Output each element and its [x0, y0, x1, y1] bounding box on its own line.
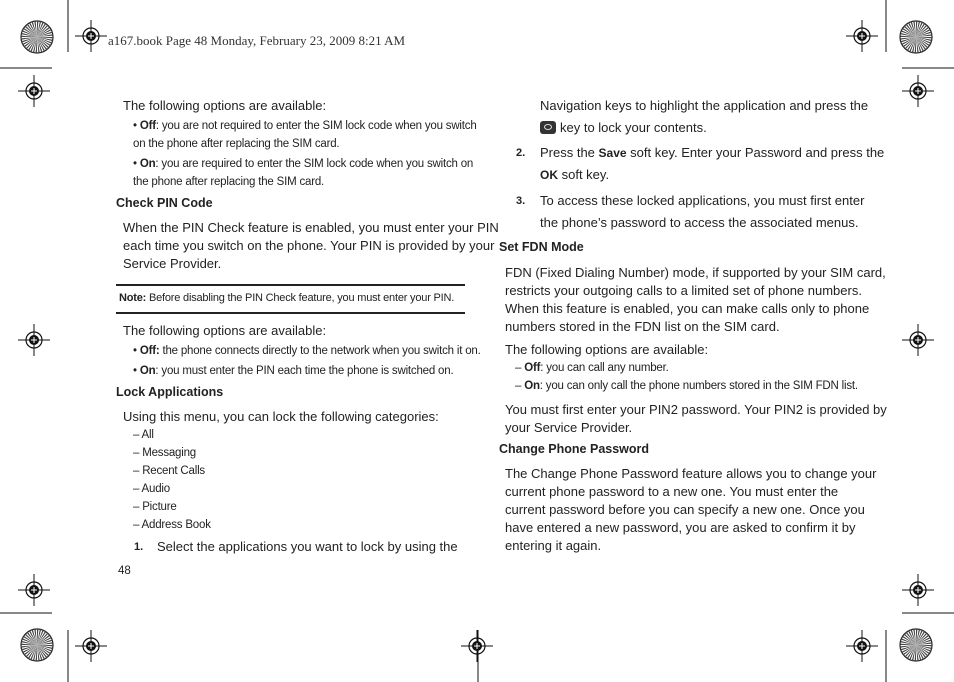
step-1-continued-2: key to lock your contents. — [540, 119, 707, 137]
category-item: – Picture — [133, 501, 177, 513]
step-2-number: 2. — [516, 147, 526, 159]
step-3-text-cont: the phone’s password to access the associated menus. — [540, 215, 859, 230]
change-password-heading: Change Phone Password — [499, 442, 650, 456]
note: Note: Before disabling the PIN Check feature, you must enter your PIN. — [119, 292, 455, 304]
note-top-rule — [116, 284, 465, 286]
select-key-icon — [540, 121, 556, 134]
pin-on-option: • On: you must enter the PIN each time the phone is switched on. — [133, 365, 454, 377]
step-1-text: Select the applications you want to lock by using the — [157, 539, 458, 554]
category-item: – Recent Calls — [133, 465, 205, 477]
page-header: a167.book Page 48 Monday, February 23, 2009 8:21 AM — [108, 33, 406, 48]
pin-off-option: • Off: the phone connects directly to the network when you switch it on. — [133, 345, 481, 357]
category-list — [133, 426, 211, 534]
sim-off-option: • Off: you are not required to enter the SIM lock code when you switch — [133, 120, 477, 132]
fdn-off-option: – Off: you can call any number. — [515, 362, 669, 374]
step-1-continued: Navigation keys to highlight the application and press the — [540, 98, 869, 113]
step-3-number: 3. — [516, 195, 526, 207]
check-pin-paragraph: When the PIN Check feature is enabled, you must enter your PIN each time you switch on the phone. Your PIN is provided by your Service Provider. — [123, 220, 499, 271]
options-intro-2: The following options are available: — [123, 323, 327, 338]
lock-apps-intro: Using this menu, you can lock the following categories: — [123, 409, 439, 424]
sim-off-option-cont: on the phone after replacing the SIM card. — [133, 138, 340, 150]
step-2-text-cont: OK soft key. — [540, 167, 610, 182]
sim-on-option: • On: you are required to enter the SIM lock code when you switch on — [133, 158, 474, 170]
pin2-paragraph: You must first enter your PIN2 password. Your PIN2 is provided by your Service Provider. — [505, 402, 887, 435]
fdn-heading: Set FDN Mode — [499, 240, 584, 254]
step-3-text: To access these locked applications, you must first enter — [540, 193, 865, 208]
step-1-number: 1. — [134, 541, 144, 553]
check-pin-heading: Check PIN Code — [116, 196, 213, 210]
sim-on-option-cont: the phone after replacing the SIM card. — [133, 176, 325, 188]
fdn-paragraph: FDN (Fixed Dialing Number) mode, if supported by your SIM card, restricts your outgoing calls to a limited set of phone numbers. When this feature is enabled, you can make calls only to phone numbers stored in the FDN list on the SIM card. — [505, 265, 886, 334]
category-item: – Address Book — [133, 519, 211, 531]
category-item: – Messaging — [133, 447, 197, 459]
options-intro: The following options are available: — [123, 98, 327, 113]
lock-apps-heading: Lock Applications — [116, 385, 224, 399]
step-2-text: Press the Save soft key. Enter your Password and press the — [540, 145, 885, 160]
fdn-options-intro: The following options are available: — [505, 342, 709, 357]
fdn-on-option: – On: you can only call the phone numbers stored in the SIM FDN list. — [515, 380, 858, 392]
note-bottom-rule — [116, 312, 465, 314]
page-number: 48 — [118, 565, 131, 577]
change-password-paragraph: The Change Phone Password feature allows you to change your current phone password to a new one. You must enter the current password before you can specify a new one. Once you have entered a new password, you are asked to confirm it by entering it again. — [505, 466, 877, 553]
category-item: – All — [133, 429, 154, 441]
category-item: – Audio — [133, 483, 170, 495]
